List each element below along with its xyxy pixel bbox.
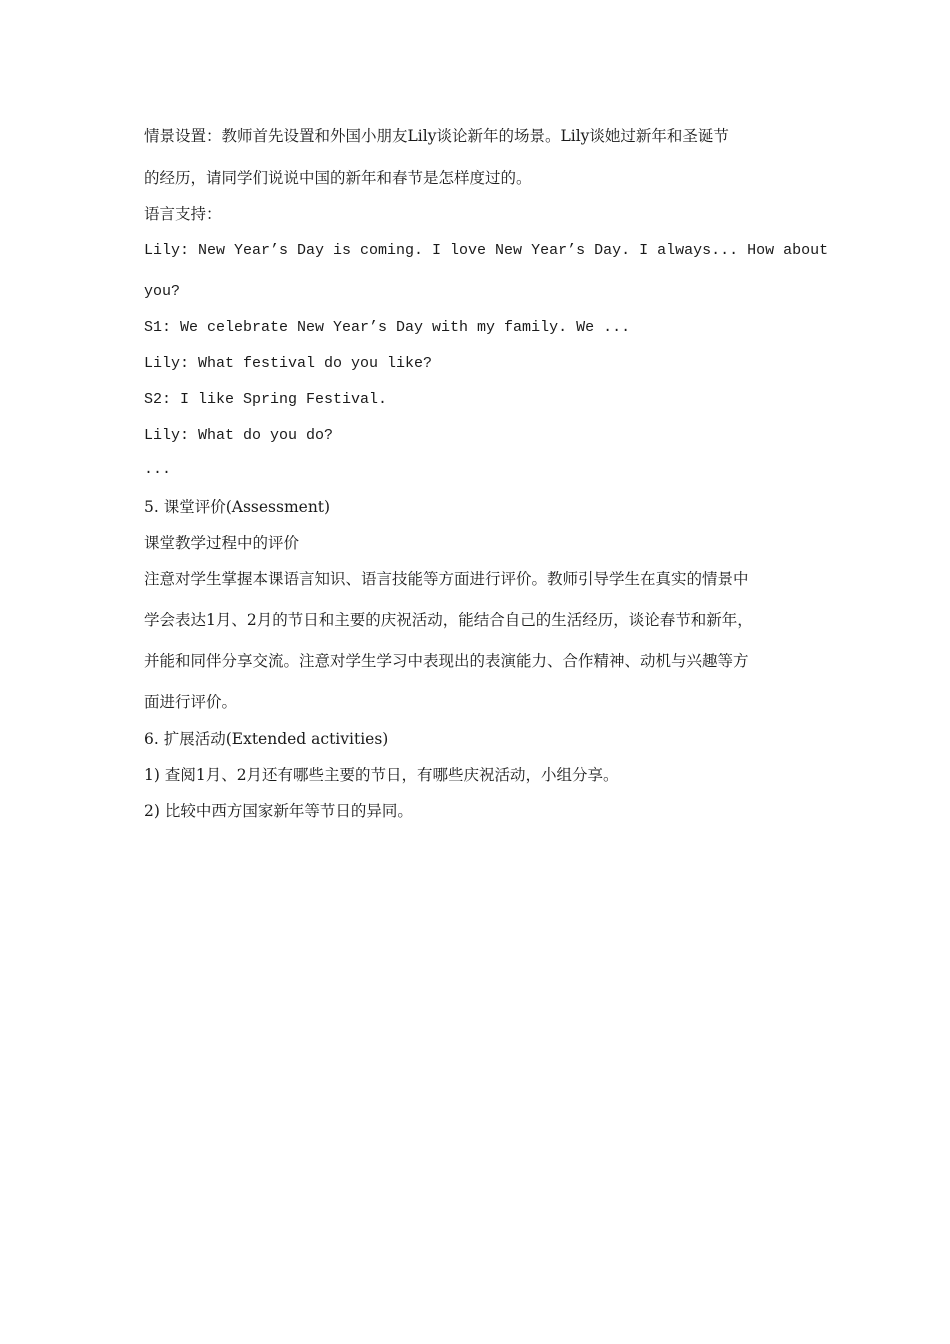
dialogue-line: Lily: What festival do you like? [144,355,433,372]
assessment-subheading: 课堂教学过程中的评价 [144,534,300,552]
assessment-paragraph-line: 并能和同伴分享交流。注意对学生学习中表现出的表演能力、合作精神、动机与兴趣等方 [144,652,749,670]
assessment-paragraph-line: 注意对学生掌握本课语言知识、语言技能等方面进行评价。教师引导学生在真实的情景中 [144,570,749,588]
dialogue-line: Lily: New Year’s Day is coming. I love New Year’s Day. I always... How about [144,242,829,259]
dialogue-line: S2: I like Spring Festival. [144,391,388,408]
assessment-paragraph-line: 学会表达1月、2月的节日和主要的庆祝活动，能结合自己的生活经历，谈论春节和新年， [144,611,753,629]
extended-item: 2) 比较中西方国家新年等节日的异同。 [144,802,413,820]
dialogue-line: S1: We celebrate New Year’s Day with my family. We ... [144,319,631,336]
assessment-heading: 5. 课堂评价(Assessment) [144,498,331,516]
extended-item: 1) 查阅1月、2月还有哪些主要的节日，有哪些庆祝活动，小组分享。 [144,766,619,784]
dialogue-ellipsis: ... [144,461,172,478]
dialogue-line: Lily: What do you do? [144,427,334,444]
scenario-line-1: 情景设置：教师首先设置和外国小朋友Lily谈论新年的场景。Lily谈她过新年和圣诞节 [144,127,729,145]
assessment-paragraph-line: 面进行评价。 [144,693,238,711]
language-support-heading: 语言支持： [144,205,222,223]
scenario-line-2: 的经历，请同学们说说中国的新年和春节是怎样度过的。 [144,169,532,187]
extended-heading: 6. 扩展活动(Extended activities) [144,730,389,748]
dialogue-line: you? [144,283,181,300]
